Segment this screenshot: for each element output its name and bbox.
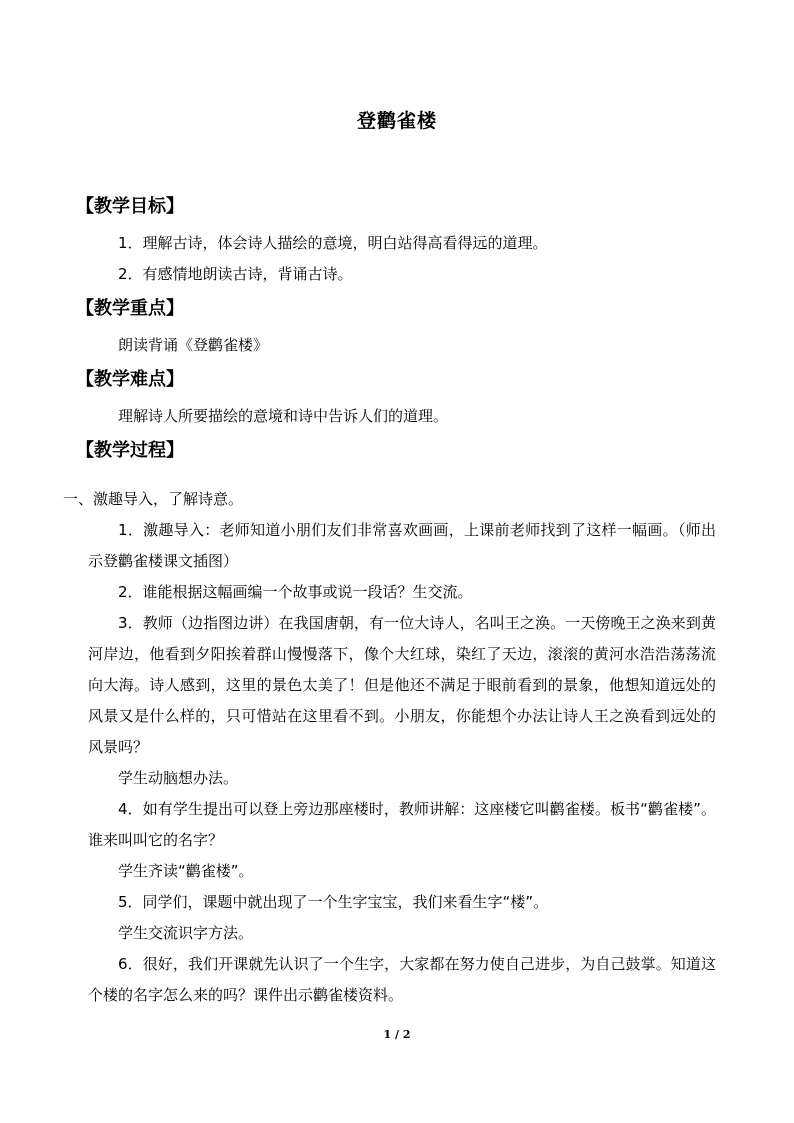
difficulties-text: 理解诗人所要描绘的意境和诗中告诉人们的道理。 <box>118 407 449 425</box>
document-title: 登鹳雀楼 <box>356 110 437 132</box>
process-paragraph: 学生齐读“鹳雀楼”。 <box>118 862 254 880</box>
process-paragraph: 5．同学们，课题中就出现了一个生字宝宝，我们来看生字“楼”。 <box>118 893 549 911</box>
process-paragraph: 学生交流识字方法。 <box>118 924 254 942</box>
key-points-text: 朗读背诵《登鹳雀楼》 <box>118 336 269 354</box>
heading-process: 【教学过程】 <box>76 440 184 461</box>
process-paragraph: 学生动脑想办法。 <box>118 769 239 787</box>
document-body <box>63 188 716 1011</box>
heading-difficulties: 【教学难点】 <box>76 369 184 390</box>
process-step-one-title: 一、激趣导入，了解诗意。 <box>63 490 244 508</box>
heading-objectives: 【教学目标】 <box>76 196 184 217</box>
process-paragraph: 2．谁能根据这幅画编一个故事或说一段话？生交流。 <box>118 583 473 601</box>
heading-key-points: 【教学重点】 <box>76 298 184 319</box>
objective-item-2: 2．有感情地朗读古诗，背诵古诗。 <box>118 265 353 283</box>
process-paragraph: 4．如有学生提出可以登上旁边那座楼时，教师讲解：这座楼它叫鹳雀楼。板书“鹳雀楼”。谁来叫叫它的名字？ <box>88 800 716 849</box>
page-number: 1 / 2 <box>383 1028 411 1041</box>
process-paragraph: 1．激趣导入：老师知道小朋们友们非常喜欢画画，上课前老师找到了这样一幅画。（师出示登鹳雀楼课文插图） <box>88 521 716 570</box>
process-paragraph: 6．很好，我们开课就先认识了一个生字，大家都在努力使自己进步，为自己鼓掌。知道这个楼的名字怎么来的吗？课件出示鹳雀楼资料。 <box>88 955 716 1004</box>
objective-item-1: 1．理解古诗，体会诗人描绘的意境，明白站得高看得远的道理。 <box>118 234 548 252</box>
process-paragraph: 3．教师（边指图边讲）在我国唐朝，有一位大诗人，名叫王之涣。一天傍晚王之涣来到黄河岸边，他看到夕阳挨着群山慢慢落下，像个大红球，染红了天边，滚滚的黄河水浩浩荡荡流向大海。诗人感到，这里的景色太美了！但是他还不满足于眼前看到的景象，他想知道远处的风景又是什么样的，只可惜站在这里看不到。小朋友，你能想个办法让诗人王之涣看到远处的风景吗？ <box>88 614 716 756</box>
